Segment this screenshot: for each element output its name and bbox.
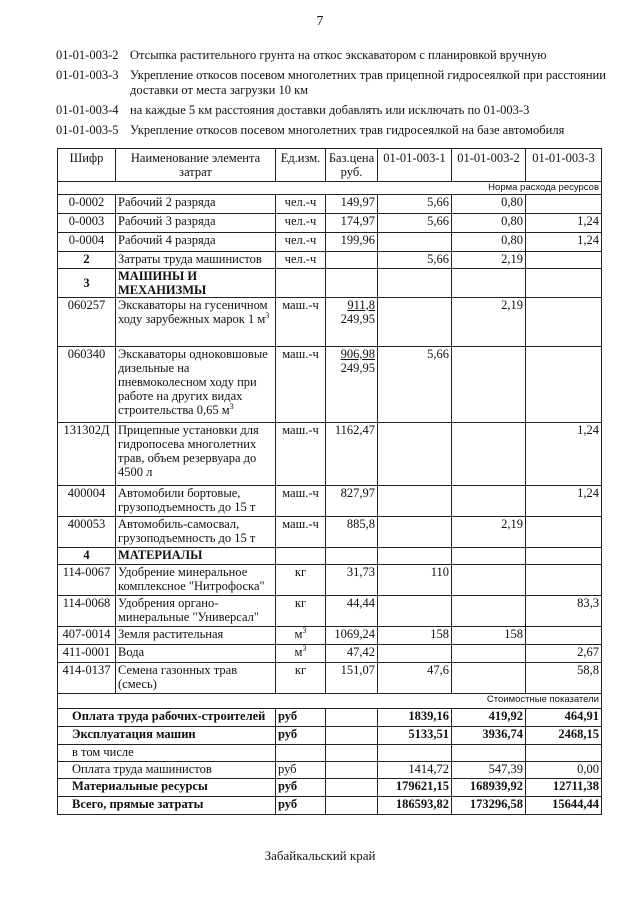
row-name-text: Экскаваторы на гусеничном ходу зарубежных марок 1 м xyxy=(118,298,268,326)
table-row xyxy=(58,645,602,663)
row-code: 400004 xyxy=(58,486,116,517)
row-unit: маш.-ч xyxy=(276,347,326,423)
row-v1 xyxy=(378,233,452,252)
row-v1: 5,66 xyxy=(378,195,452,214)
row-v3: 1,24 xyxy=(526,423,602,486)
totals-v1: 1839,16 xyxy=(378,709,452,727)
row-v1 xyxy=(378,645,452,663)
row-price: 885,8 xyxy=(326,517,378,548)
row-name: Рабочий 2 разряда xyxy=(116,195,276,214)
table-row xyxy=(58,233,602,252)
row-price: 1069,24 xyxy=(326,627,378,645)
row-unit: маш.-ч xyxy=(276,423,326,486)
section-title-line1: МАШИНЫ И xyxy=(118,269,198,283)
intro-code: 01-01-003-3 xyxy=(56,68,119,82)
row-price: 199,96 xyxy=(326,233,378,252)
totals-row xyxy=(58,709,602,727)
row-v2: 0,80 xyxy=(452,195,526,214)
row-name: Рабочий 4 разряда xyxy=(116,233,276,252)
table-row xyxy=(58,252,602,269)
row-unit-sup: 3 xyxy=(302,625,307,635)
row-unit: маш.-ч xyxy=(276,517,326,548)
row-v3 xyxy=(526,252,602,269)
totals-label: Оплата труда машинистов xyxy=(58,762,276,779)
totals-v3 xyxy=(526,745,602,762)
row-unit: чел.-ч xyxy=(276,195,326,214)
intro-item xyxy=(56,103,616,118)
row-v2 xyxy=(452,596,526,627)
totals-unit xyxy=(276,745,326,762)
totals-v1: 186593,82 xyxy=(378,797,452,815)
row-code: 060340 xyxy=(58,347,116,423)
header-col3: 01-01-003-3 xyxy=(526,149,602,182)
header-code: Шифр xyxy=(58,149,116,182)
totals-v3: 0,00 xyxy=(526,762,602,779)
intro-item xyxy=(56,68,616,98)
row-v3 xyxy=(526,347,602,423)
page-number: 7 xyxy=(316,14,324,29)
row-v1: 5,66 xyxy=(378,252,452,269)
row-unit-text: м xyxy=(294,627,303,641)
row-unit-text: кг xyxy=(294,663,307,677)
totals-v1: 5133,51 xyxy=(378,727,452,745)
row-unit: чел.-ч xyxy=(276,252,326,269)
row-v1 xyxy=(378,423,452,486)
row-name: Земля растительная xyxy=(116,627,276,645)
row-name: Вода xyxy=(116,645,276,663)
table-row xyxy=(58,347,602,423)
totals-unit: руб xyxy=(276,762,326,779)
row-code: 0-0003 xyxy=(58,214,116,233)
intro-text: Укрепление откосов посевом многолетних трав гидросеялкой на базе автомобиля xyxy=(130,123,565,137)
row-v3: 1,24 xyxy=(526,486,602,517)
row-v1: 5,66 xyxy=(378,347,452,423)
table-row xyxy=(58,486,602,517)
row-code: 0-0004 xyxy=(58,233,116,252)
row-name-sup: 3 xyxy=(229,401,234,411)
totals-unit: руб xyxy=(276,797,326,815)
row-code: 060257 xyxy=(58,298,116,347)
intro-item xyxy=(56,123,616,138)
totals-label: Материальные ресурсы xyxy=(58,779,276,797)
row-name: Затраты труда машинистов xyxy=(116,252,276,269)
intro-code: 01-01-003-4 xyxy=(56,103,119,117)
row-v2 xyxy=(452,347,526,423)
row-v2: 2,19 xyxy=(452,252,526,269)
intro-text: Отсыпка растительного грунта на откос экскаватором с планировкой вручную xyxy=(130,48,547,62)
row-price xyxy=(326,252,378,269)
row-name: Прицепные установки для гидропосева многолетних трав, объем резервуара до 4500 л xyxy=(116,423,276,486)
row-v3 xyxy=(526,627,602,645)
row-price: 31,73 xyxy=(326,565,378,596)
row-code: 2 xyxy=(58,252,116,269)
totals-label: Эксплуатация машин xyxy=(58,727,276,745)
row-v2 xyxy=(452,565,526,596)
row-price: 1162,47 xyxy=(326,423,378,486)
totals-label: Оплата труда рабочих-строителей xyxy=(58,709,276,727)
row-v3: 83,3 xyxy=(526,596,602,627)
row-name: Удобрение минеральное комплексное "Нитрофоска" xyxy=(116,565,276,596)
row-unit: маш.-ч xyxy=(276,298,326,347)
row-unit: чел.-ч xyxy=(276,233,326,252)
row-price: 827,97 xyxy=(326,486,378,517)
intro-code: 01-01-003-5 xyxy=(56,123,119,137)
row-unit xyxy=(276,627,326,645)
totals-row xyxy=(58,797,602,815)
row-code: 414-0137 xyxy=(58,663,116,694)
row-price: 47,42 xyxy=(326,645,378,663)
row-v1 xyxy=(378,596,452,627)
row-price: 151,07 xyxy=(326,663,378,694)
section-row xyxy=(58,269,602,298)
totals-row xyxy=(58,727,602,745)
row-unit xyxy=(276,663,326,694)
row-price-secondary: 249,95 xyxy=(340,312,375,326)
row-name xyxy=(116,298,276,347)
table-row xyxy=(58,423,602,486)
row-v2: 158 xyxy=(452,627,526,645)
row-v3 xyxy=(526,565,602,596)
table-header-row xyxy=(58,149,602,182)
row-unit xyxy=(276,645,326,663)
row-v3 xyxy=(526,298,602,347)
row-unit: чел.-ч xyxy=(276,214,326,233)
intro-text: Укрепление откосов посевом многолетних трав прицепной гидросеялкой при расстоянии доставки от места загрузки 10 км xyxy=(130,68,606,97)
page-footer: Забайкальский край xyxy=(264,848,376,863)
row-code: 114-0067 xyxy=(58,565,116,596)
row-price xyxy=(326,347,378,423)
row-v1 xyxy=(378,517,452,548)
totals-row xyxy=(58,762,602,779)
row-code: 400053 xyxy=(58,517,116,548)
row-v3: 2,67 xyxy=(526,645,602,663)
section-row xyxy=(58,548,602,565)
row-name: Удобрения органо-минеральные "Универсал" xyxy=(116,596,276,627)
totals-unit: руб xyxy=(276,779,326,797)
row-price: 149,97 xyxy=(326,195,378,214)
row-v2: 0,80 xyxy=(452,233,526,252)
row-name xyxy=(116,347,276,423)
intro-text: на каждые 5 км расстояния доставки добавлять или исключать по 01-003-3 xyxy=(130,103,530,117)
section-title: МАТЕРИАЛЫ xyxy=(116,548,276,565)
table-row xyxy=(58,517,602,548)
row-price-secondary: 249,95 xyxy=(340,361,375,375)
intro-code: 01-01-003-2 xyxy=(56,48,119,62)
row-unit: маш.-ч xyxy=(276,486,326,517)
header-col1: 01-01-003-1 xyxy=(378,149,452,182)
row-code: 114-0068 xyxy=(58,596,116,627)
totals-unit: руб xyxy=(276,709,326,727)
row-v1: 47,6 xyxy=(378,663,452,694)
row-code: 131302Д xyxy=(58,423,116,486)
norm-label-row xyxy=(58,182,602,195)
row-code: 0-0002 xyxy=(58,195,116,214)
row-price: 44,44 xyxy=(326,596,378,627)
header-col2: 01-01-003-2 xyxy=(452,149,526,182)
totals-v1: 1414,72 xyxy=(378,762,452,779)
row-v2 xyxy=(452,486,526,517)
table-row xyxy=(58,214,602,233)
row-v2 xyxy=(452,423,526,486)
row-price-main: 906,98 xyxy=(340,347,375,361)
row-v1: 5,66 xyxy=(378,214,452,233)
totals-row xyxy=(58,779,602,797)
totals-label: в том числе xyxy=(58,745,276,762)
table-row xyxy=(58,298,602,347)
row-name: Семена газонных трав (смесь) xyxy=(116,663,276,694)
norm-label: Норма расхода ресурсов xyxy=(58,182,602,195)
row-name: Автомобиль-самосвал, грузоподъемность до 15 т xyxy=(116,517,276,548)
totals-v2: 547,39 xyxy=(452,762,526,779)
row-code: 411-0001 xyxy=(58,645,116,663)
row-price xyxy=(326,298,378,347)
totals-label: Всего, прямые затраты xyxy=(58,797,276,815)
totals-v3: 15644,44 xyxy=(526,797,602,815)
row-unit-text: м xyxy=(294,645,303,659)
cost-label: Стоимостные показатели xyxy=(58,694,602,709)
row-v3: 58,8 xyxy=(526,663,602,694)
totals-v3: 2468,15 xyxy=(526,727,602,745)
row-unit xyxy=(276,565,326,596)
section-code: 4 xyxy=(58,548,116,565)
totals-v2 xyxy=(452,745,526,762)
row-v2 xyxy=(452,663,526,694)
table-row xyxy=(58,596,602,627)
row-price-main: 911,8 xyxy=(347,298,375,312)
row-price: 174,97 xyxy=(326,214,378,233)
section-code: 3 xyxy=(58,269,116,298)
row-name: Рабочий 3 разряда xyxy=(116,214,276,233)
row-name-sup: 3 xyxy=(265,310,270,320)
cost-label-row xyxy=(58,694,602,709)
row-v1: 110 xyxy=(378,565,452,596)
row-name-text: Экскаваторы одноковшовые дизельные на пневмоколесном ходу при работе на других видах строительства 0,65 м xyxy=(118,347,268,417)
row-unit-sup: 3 xyxy=(302,643,307,653)
resource-table xyxy=(57,148,602,815)
header-name: Наименование элемента затрат xyxy=(116,149,276,182)
row-v1 xyxy=(378,298,452,347)
row-unit-text: кг xyxy=(294,565,307,579)
row-v3: 1,24 xyxy=(526,214,602,233)
row-v2 xyxy=(452,645,526,663)
table-row xyxy=(58,565,602,596)
totals-v1 xyxy=(378,745,452,762)
row-v1 xyxy=(378,486,452,517)
row-v2: 2,19 xyxy=(452,517,526,548)
row-v3 xyxy=(526,517,602,548)
row-code: 407-0014 xyxy=(58,627,116,645)
intro-item xyxy=(56,48,616,63)
row-v3: 1,24 xyxy=(526,233,602,252)
totals-row xyxy=(58,745,602,762)
header-price: Баз.цена руб. xyxy=(326,149,378,182)
row-unit-text: кг xyxy=(294,596,307,610)
row-name: Автомобили бортовые, грузоподъемность до 15 т xyxy=(116,486,276,517)
totals-v2: 168939,92 xyxy=(452,779,526,797)
row-v3 xyxy=(526,195,602,214)
section-title xyxy=(116,269,276,298)
totals-v3: 12711,38 xyxy=(526,779,602,797)
totals-v1: 179621,15 xyxy=(378,779,452,797)
intro-list xyxy=(56,48,616,143)
totals-v3: 464,91 xyxy=(526,709,602,727)
row-v1: 158 xyxy=(378,627,452,645)
totals-v2: 173296,58 xyxy=(452,797,526,815)
row-unit xyxy=(276,596,326,627)
section-title-line2: МЕХАНИЗМЫ xyxy=(118,283,207,297)
totals-v2: 3936,74 xyxy=(452,727,526,745)
table-row xyxy=(58,195,602,214)
table-row xyxy=(58,663,602,694)
totals-v2: 419,92 xyxy=(452,709,526,727)
totals-unit: руб xyxy=(276,727,326,745)
row-v2: 2,19 xyxy=(452,298,526,347)
header-unit: Ед.изм. xyxy=(276,149,326,182)
table-row xyxy=(58,627,602,645)
row-v2: 0,80 xyxy=(452,214,526,233)
